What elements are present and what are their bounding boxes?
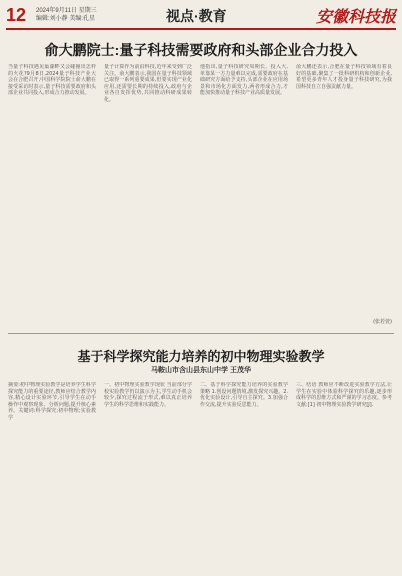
section-divider xyxy=(8,333,394,334)
date-info xyxy=(36,7,97,23)
article1-editor-note: (张若萱) xyxy=(373,319,392,325)
article1-headline: 俞大鹏院士:量子科技需要政府和头部企业合力投入 xyxy=(44,42,358,58)
article2-column-4: 三、结语 教师应不断改进实验教学方法,让学生在实验中体验科学探究的乐趣,逐步形成科学的思维方式和严谨的学习态度。参考文献:[1] 初中物理实验教学研究[J]. xyxy=(296,382,392,408)
section-title: 视点·教育 xyxy=(166,8,227,24)
article2-column-1: 摘要:初中物理实验教学是培养学生科学探究能力的重要途径,教师应结合教学内容,精心设计实验环节,引导学生在动手操作中观察现象、分析问题,提升核心素养。关键词:科学探究;初中物理;实验教学 xyxy=(8,382,96,421)
masthead xyxy=(6,4,396,30)
article2-column-2: 一、初中物理实验教学现状 当前部分学校实验教学仍以演示为主,学生动手机会较少,探究过程流于形式,难以真正培养学生的科学思维和实践能力。 xyxy=(104,382,192,408)
article2-byline: 马鞍山市含山县东山中学 王茂华 xyxy=(151,367,251,374)
article2-headline: 基于科学探究能力培养的初中物理实验教学 xyxy=(77,349,325,364)
paper-name-logo: 安徽科技报 xyxy=(315,7,396,26)
page-number: 12 xyxy=(6,5,27,25)
article1-column-4: 俞大鹏还表示,合肥在量子科技领域有着良好的基础,聚集了一批科研机构和创新企业,希望更多青年人才投身量子科技研究,为我国科技自立自强贡献力量。 xyxy=(296,64,392,90)
article2-column-3: 二、基于科学探究能力培养的实验教学策略 1.创设问题情境,激发探究兴趣。2.优化实验设计,引导自主探究。3.加强合作交流,提升实验反思能力。 xyxy=(200,382,288,408)
editor-line: 编辑:刘小静 美编:孔星 xyxy=(36,16,96,22)
article1-column-2: 量子计算作为前沿科技,近年来受到广泛关注。俞大鹏表示,我国在量子科技领域已取得一系列重要成果,但要实现产业化应用,还需要长期的持续投入,政府与企业各自发挥优势,共同推动科研成果转化。 xyxy=(104,64,192,103)
article1-column-1: 当量子科技遇见巢湖畔又会碰撞出怎样的火花?9月8日,2024量子科技产业大会在合肥召开,中国科学院院士俞大鹏在接受采访时表示,量子科技需要政府和头部企业共同投入,形成合力推动发展。 xyxy=(8,64,96,96)
date-line: 2024年9月11日 星期三 xyxy=(36,8,97,14)
article1-column-3: 他指出,量子科技研究周期长、投入大,单靠某一方力量难以完成,需要政府在基础研究方面给予支持,头部企业在应用场景和市场化方面发力,两者形成合力,才能加快推动量子科技产业高质量发展。 xyxy=(200,64,288,96)
